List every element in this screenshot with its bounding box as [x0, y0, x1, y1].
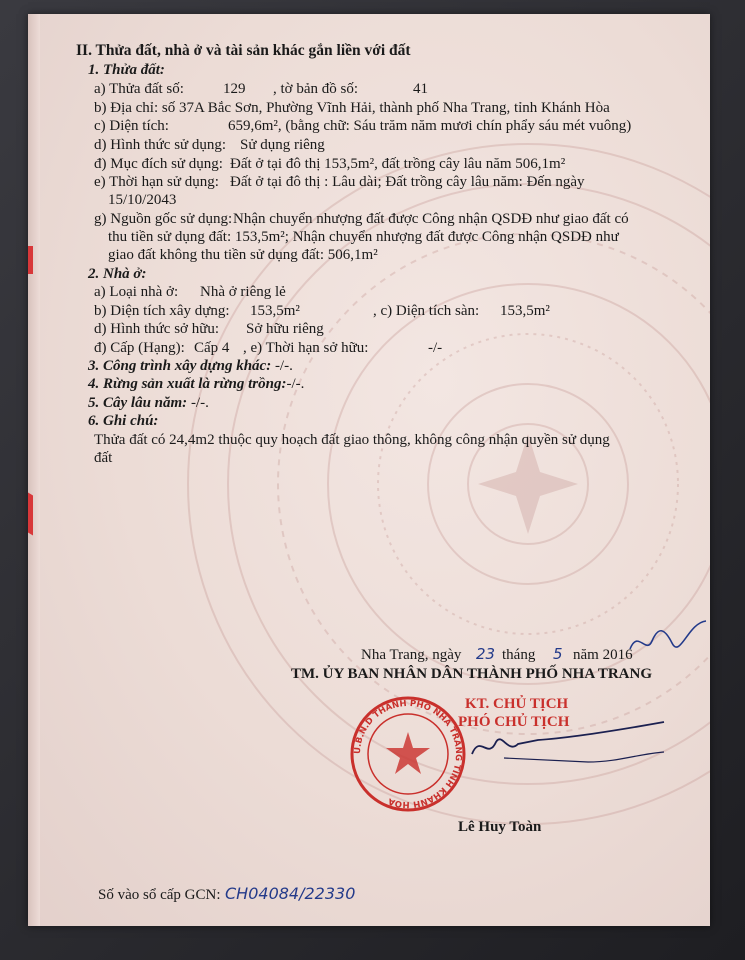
house-floor-area-label: , c) Diện tích sàn: — [373, 303, 480, 319]
planted-forest: 4. Rừng sản xuất là rừng trồng:-/-. — [88, 376, 305, 392]
land-area-label: c) Diện tích: — [94, 118, 169, 134]
land-parcel-value: 129 — [223, 81, 246, 97]
note-line-2: đất — [94, 450, 113, 466]
house-build-area-label: b) Diện tích xây dựng: — [94, 303, 230, 319]
house-type-label: a) Loại nhà ở: — [94, 284, 179, 300]
issue-day: 23 — [476, 645, 496, 663]
issue-year: năm 2016 — [573, 647, 633, 663]
land-usage-form-value: Sử dụng riêng — [240, 137, 325, 153]
land-heading: 1. Thửa đất: — [88, 62, 165, 78]
land-address: b) Địa chỉ: số 37A Bắc Sơn, Phường Vĩnh Hải, thành phố Nha Trang, tỉnh Khánh Hòa — [94, 100, 610, 116]
land-origin-value-2: thu tiền sử dụng đất: 153,5m²; Nhận chuyển nhượng đất được Công nhận QSDĐ như — [108, 229, 619, 245]
house-grade-value: Cấp 4 — [194, 340, 230, 356]
notes-heading: 6. Ghi chú: — [88, 413, 159, 429]
land-purpose-value: Đất ở tại đô thị 153,5m², đất trồng cây lâu năm 506,1m² — [230, 156, 566, 172]
note-line-1: Thửa đất có 24,4m2 thuộc quy hoạch đất giao thông, không công nhận quyền sử dụng — [94, 432, 610, 448]
house-floor-area-value: 153,5m² — [500, 303, 550, 319]
land-map-value: 41 — [413, 81, 428, 97]
signer-role-1: KT. CHỦ TỊCH — [465, 696, 569, 712]
signer-name: Lê Huy Toàn — [458, 819, 542, 835]
date-initial-scribble — [628, 619, 708, 659]
house-build-area-value: 153,5m² — [250, 303, 300, 319]
house-term-label: , e) Thời hạn sở hữu: — [243, 340, 369, 356]
issue-month-label: tháng — [502, 647, 536, 663]
handwritten-signature — [468, 714, 668, 774]
certificate-page — [28, 14, 710, 926]
land-origin-value-1: Nhận chuyển nhượng đất được Công nhận QSDĐ như giao đất có — [233, 211, 629, 227]
house-term-value: -/- — [428, 340, 443, 356]
issuing-authority: TM. ỦY BAN NHÂN DÂN THÀNH PHỐ NHA TRANG — [291, 666, 652, 682]
issue-date-prefix: Nha Trang, ngày — [361, 647, 462, 663]
perennial-trees: 5. Cây lâu năm: -/-. — [88, 395, 209, 411]
house-ownership-value: Sở hữu riêng — [246, 321, 324, 337]
signer-role-2: PHÓ CHỦ TỊCH — [458, 714, 570, 730]
house-heading: 2. Nhà ở: — [88, 266, 147, 282]
section-title: II. Thửa đất, nhà ở và tài sản khác gắn liền với đất — [76, 42, 411, 59]
gcn-label: Số vào sổ cấp GCN: — [98, 887, 221, 903]
house-ownership-label: d) Hình thức sở hữu: — [94, 321, 220, 337]
land-map-label: , tờ bản đồ số: — [273, 81, 359, 97]
land-purpose-label: đ) Mục đích sử dụng: — [94, 156, 223, 172]
land-term-label: e) Thời hạn sử dụng: — [94, 174, 219, 190]
land-origin-value-3: giao đất không thu tiền sử dụng đất: 506,1m² — [108, 247, 378, 263]
land-term-date: 15/10/2043 — [108, 192, 177, 208]
land-origin-label: g) Nguồn gốc sử dụng: — [94, 211, 233, 227]
issue-month: 5 — [553, 645, 563, 663]
gcn-number: CH04084/22330 — [225, 884, 356, 903]
official-seal — [348, 694, 468, 814]
house-type-value: Nhà ở riêng lẻ — [200, 284, 286, 300]
house-grade-label: đ) Cấp (Hạng): — [94, 340, 185, 356]
land-term-value: Đất ở tại đô thị : Lâu dài; Đất trồng cây lâu năm: Đến ngày — [230, 174, 585, 190]
other-structures: 3. Công trình xây dựng khác: -/-. — [88, 358, 293, 374]
land-area-value: 659,6m², (bằng chữ: Sáu trăm năm mươi chín phẩy sáu mét vuông) — [228, 118, 632, 134]
land-parcel-label: a) Thửa đất số: — [94, 81, 184, 97]
land-usage-form-label: d) Hình thức sử dụng: — [94, 137, 227, 153]
seal-text: Ủ.B.N.D THÀNH PHỐ NHA TRANG TỈNH KHÁNH HÒA — [352, 698, 464, 810]
